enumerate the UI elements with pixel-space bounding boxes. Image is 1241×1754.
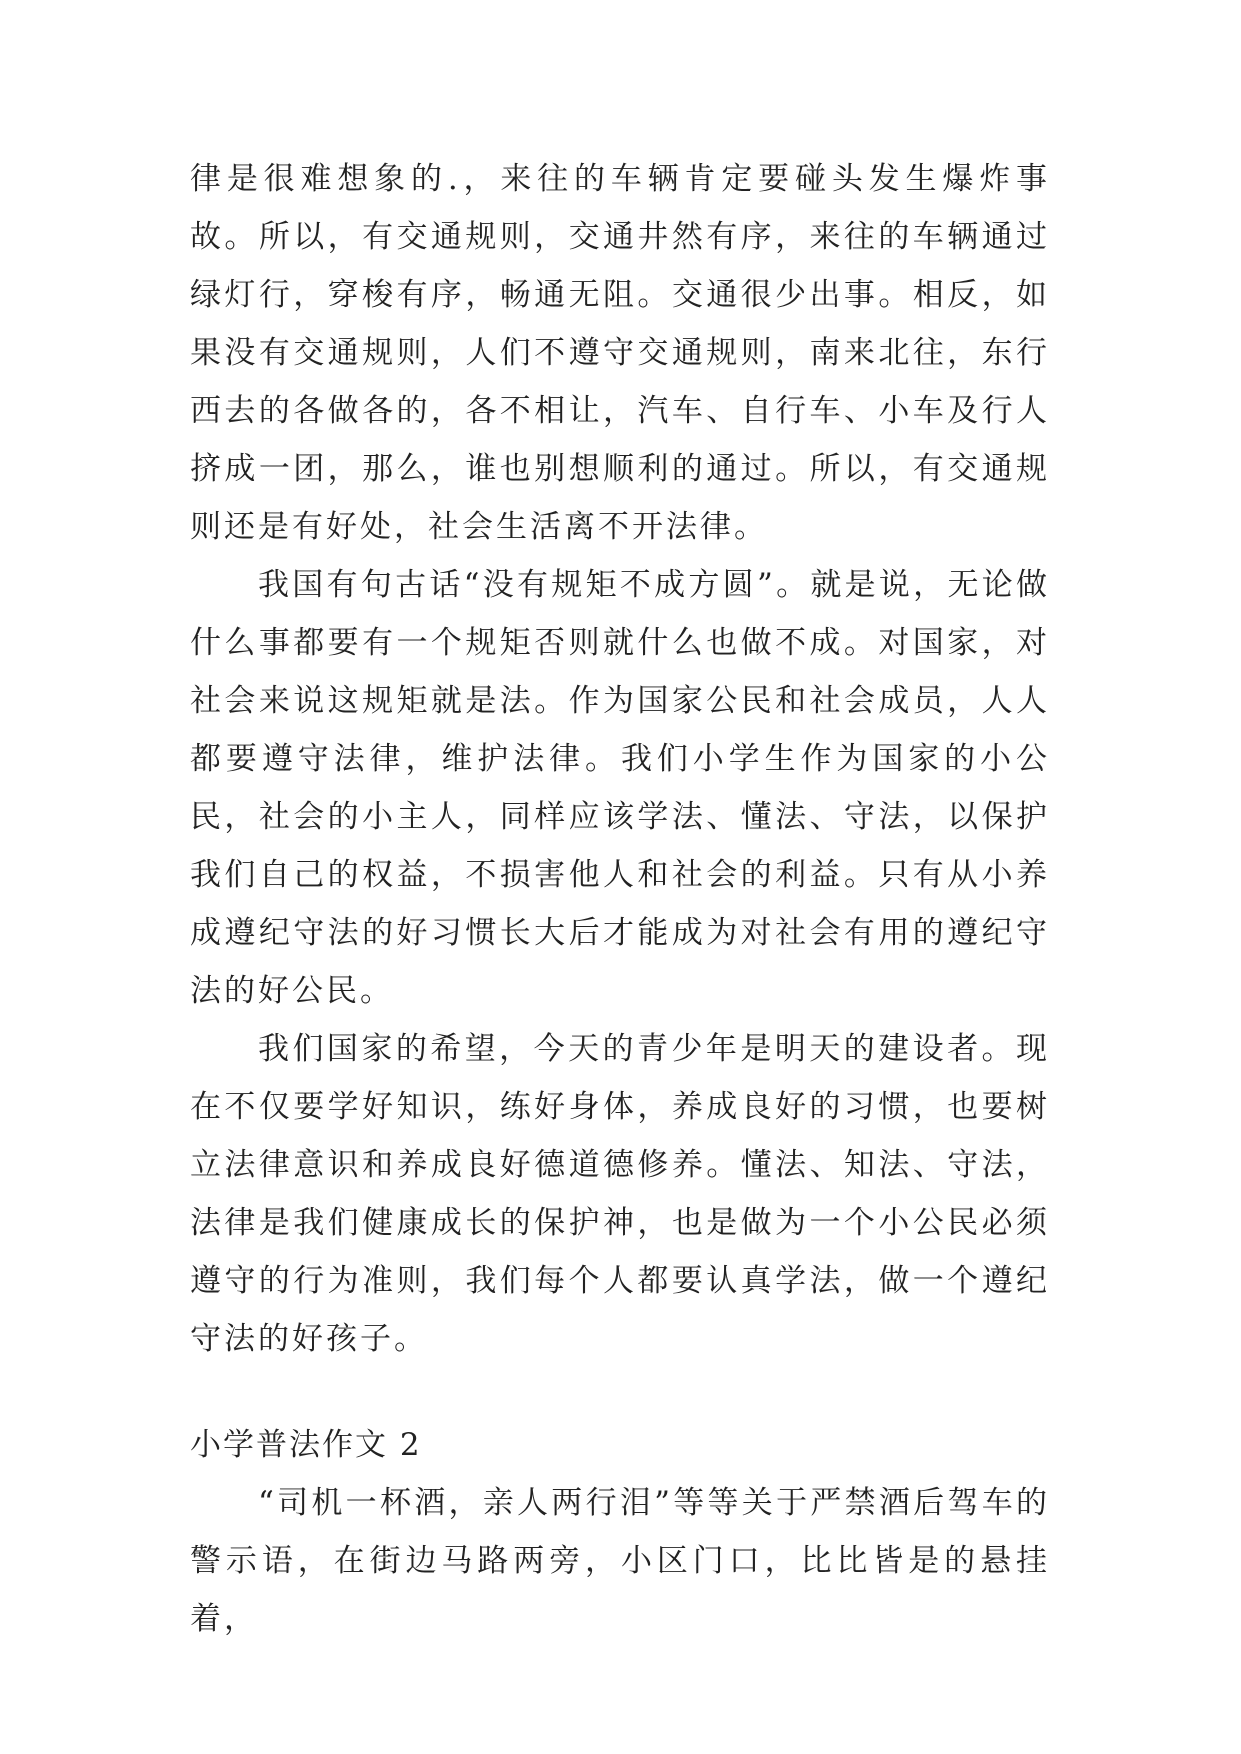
document-body <box>190 150 1050 1648</box>
paragraph-drunk-driving-warning: “司机一杯酒，亲人两行泪”等等关于严禁酒后驾车的警示语，在街边马路两旁，小区门口，比比皆是的悬挂着， <box>190 1485 1050 1637</box>
section-title: 小学普法作文 2 <box>190 1427 422 1463</box>
paragraph-traffic-rules: 律是很难想象的.，来往的车辆肯定要碰头发生爆炸事故。所以，有交通规则，交通井然有序，来往的车辆通过绿灯行，穿梭有序，畅通无阻。交通很少出事。相反，如果没有交通规则，人们不遵守交通规则，南来北往，东行西去的各做各的，各不相让，汽车、自行车、小车及行人挤成一团，那么，谁也别想顺利的通过。所以，有交通规则还是有好处，社会生活离不开法律。 <box>190 161 1050 545</box>
paragraph-rules-and-law: 我国有句古话“没有规矩不成方圆”。就是说，无论做什么事都要有一个规矩否则就什么也做不成。对国家，对社会来说这规矩就是法。作为国家公民和社会成员，人人都要遵守法律，维护法律。我们小学生作为国家的小公民，社会的小主人，同样应该学法、懂法、守法，以保护我们自己的权益，不损害他人和社会的利益。只有从小养成遵纪守法的好习惯长大后才能成为对社会有用的遵纪守法的好公民。 <box>190 567 1050 1009</box>
paragraph-youth-law-awareness: 我们国家的希望，今天的青少年是明天的建设者。现在不仅要学好知识，练好身体，养成良好的习惯，也要树立法律意识和养成良好德道德修养。懂法、知法、守法，法律是我们健康成长的保护神，也是做为一个小公民必须遵守的行为准则，我们每个人都要认真学法，做一个遵纪守法的好孩子。 <box>190 1031 1050 1357</box>
